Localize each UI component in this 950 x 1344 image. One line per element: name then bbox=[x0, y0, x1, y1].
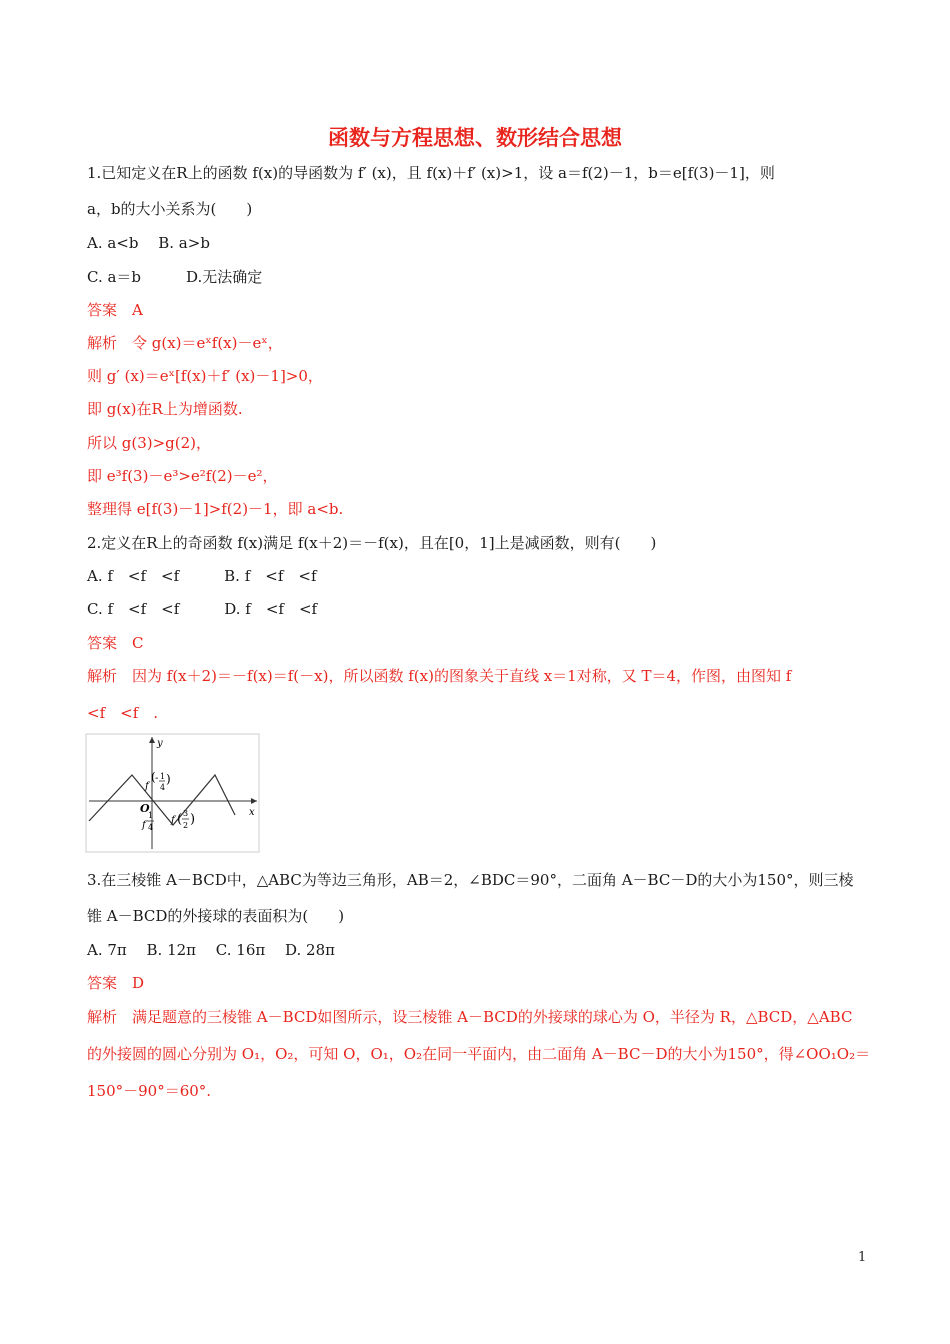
q2-solution-line2: <f <f . bbox=[87, 704, 159, 722]
y-axis-label: y bbox=[157, 738, 163, 749]
q1-solution-line: 解析 令 g(x)＝eˣf(x)－eˣ， bbox=[87, 334, 283, 352]
q3-solution-line3: 150°－90°＝60°. bbox=[87, 1082, 212, 1100]
svg-text:f: f bbox=[145, 781, 149, 792]
svg-text:3: 3 bbox=[183, 809, 189, 818]
q1-solution-line: 即 e³f(3)－e³>e²f(2)－e²， bbox=[87, 467, 278, 485]
q2-solution-line1: 解析 因为 f(x＋2)＝－f(x)＝f(－x)，所以函数 f(x)的图象关于直线 x＝1对称，又 T＝4，作图，由图知 f bbox=[87, 667, 792, 685]
q1-solution-line: 则 g′ (x)＝eˣ[f(x)＋f′ (x)－1]>0， bbox=[87, 367, 323, 385]
q3-options: A. 7π B. 12π C. 16π D. 28π bbox=[87, 941, 335, 959]
q1-solution-line: 整理得 e[f(3)－1]>f(2)－1，即 a<b. bbox=[87, 500, 344, 518]
page-title: 函数与方程思想、数形结合思想 bbox=[328, 126, 622, 150]
q3-stem-line2: 锥 A－BCD的外接球的表面积为( ) bbox=[87, 907, 345, 925]
q1-options-cd: C. a＝b D.无法确定 bbox=[87, 268, 263, 286]
svg-text:1: 1 bbox=[148, 811, 154, 820]
svg-text:(: ( bbox=[177, 812, 183, 827]
q1-solution-line: 所以 g(3)>g(2)， bbox=[87, 434, 212, 452]
q2-options-cd: C. f <f <f D. f <f <f bbox=[87, 600, 318, 618]
svg-text:4: 4 bbox=[148, 823, 154, 832]
svg-text:): ) bbox=[190, 812, 196, 827]
origin-label: O bbox=[140, 802, 150, 815]
svg-text:f: f bbox=[142, 820, 146, 831]
page-number: 1 bbox=[858, 1250, 867, 1265]
q2-function-graph bbox=[85, 733, 260, 853]
svg-text:-: - bbox=[155, 773, 159, 784]
svg-text:4: 4 bbox=[160, 783, 166, 792]
q3-answer: 答案 D bbox=[87, 974, 145, 992]
q3-solution-line1: 解析 满足题意的三棱锥 A－BCD如图所示，设三棱锥 A－BCD的外接球的球心为 O，半径为 R，△BCD，△ABC bbox=[87, 1008, 853, 1026]
q2-answer: 答案 C bbox=[87, 634, 144, 652]
x-axis-label: x bbox=[249, 807, 255, 818]
q1-solution-line: 即 g(x)在R上为增函数. bbox=[87, 400, 243, 418]
q1-stem-line2: a，b的大小关系为( ) bbox=[87, 200, 253, 218]
q3-stem-line1: 3.在三棱锥 A－BCD中，△ABC为等边三角形，AB＝2，∠BDC＝90°，二面角 A－BC－D的大小为150°，则三棱 bbox=[87, 871, 854, 889]
svg-text:1: 1 bbox=[160, 772, 166, 781]
q2-stem: 2.定义在R上的奇函数 f(x)满足 f(x＋2)＝－f(x)，且在[0，1]上是减函数，则有( ) bbox=[87, 534, 657, 552]
q1-stem-line1: 1.已知定义在R上的函数 f(x)的导函数为 f′ (x)，且 f(x)＋f′ (x)>1，设 a＝f(2)－1，b＝e[f(3)－1]，则 bbox=[87, 164, 775, 182]
graph-frame bbox=[86, 734, 259, 852]
svg-text:(: ( bbox=[151, 770, 156, 784]
q1-options-ab: A. a<b B. a>b bbox=[87, 234, 210, 252]
q2-options-ab: A. f <f <f B. f <f <f bbox=[87, 567, 317, 585]
svg-text:): ) bbox=[166, 772, 171, 786]
svg-text:f: f bbox=[171, 815, 175, 826]
q3-solution-line2: 的外接圆的圆心分别为 O₁，O₂，可知 O，O₁，O₂在同一平面内，由二面角 A－BC－D的大小为150°，得∠OO₁O₂＝ bbox=[87, 1045, 871, 1063]
svg-text:2: 2 bbox=[183, 821, 189, 830]
q1-answer: 答案 A bbox=[87, 301, 143, 319]
